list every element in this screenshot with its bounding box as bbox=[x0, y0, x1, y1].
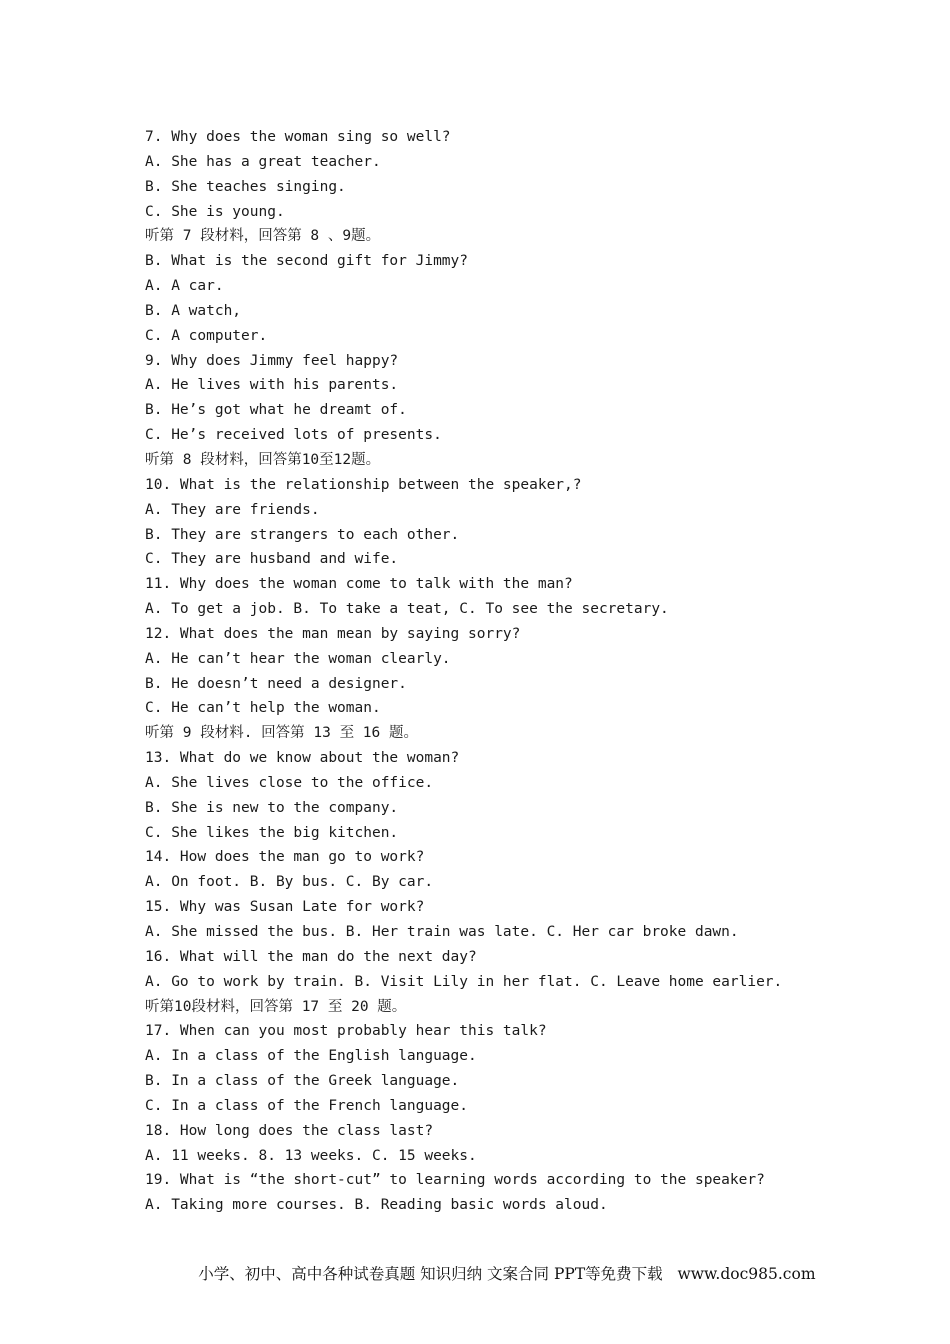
option-12b: B. He doesn’t need a designer. bbox=[145, 675, 407, 692]
exam-text-body bbox=[145, 125, 905, 1218]
option-10b: B. They are strangers to each other. bbox=[145, 526, 460, 543]
option-8a: A. A car. bbox=[145, 278, 224, 295]
options-11: A. To get a job. B. To take a teat, C. To see the secretary. bbox=[145, 601, 669, 618]
options-19: A. Taking more courses. B. Reading basic words aloud. bbox=[145, 1197, 608, 1214]
options-16: A. Go to work by train. B. Visit Lily in her flat. C. Leave home earlier. bbox=[145, 973, 783, 990]
option-7a: A. She has a great teacher. bbox=[145, 153, 381, 170]
question-13: 13. What do we know about the woman? bbox=[145, 750, 460, 767]
question-14: 14. How does the man go to work? bbox=[145, 849, 425, 866]
question-10: 10. What is the relationship between the speaker,? bbox=[145, 476, 582, 493]
option-7c: C. She is young. bbox=[145, 203, 285, 220]
question-17: 17. When can you most probably hear this talk? bbox=[145, 1023, 547, 1040]
option-9c: C. He’s received lots of presents. bbox=[145, 427, 442, 444]
section-heading-9: 听第 9 段材料. 回答第 13 至 16 题。 bbox=[145, 725, 418, 742]
options-15: A. She missed the bus. B. Her train was late. C. Her car broke dawn. bbox=[145, 924, 739, 940]
option-17b: B. In a class of the Greek language. bbox=[145, 1073, 460, 1090]
option-9b: B. He’s got what he dreamt of. bbox=[145, 402, 407, 419]
option-12c: C. He can’t help the woman. bbox=[145, 700, 381, 717]
question-11: 11. Why does the woman come to talk with the man? bbox=[145, 576, 573, 593]
question-15: 15. Why was Susan Late for work? bbox=[145, 899, 425, 916]
question-8: B. What is the second gift for Jimmy? bbox=[145, 253, 469, 270]
option-10a: A. They are friends. bbox=[145, 501, 320, 518]
question-9: 9. Why does Jimmy feel happy? bbox=[145, 352, 399, 369]
footer-text: 小学、初中、高中各种试卷真题 知识归纳 文案合同 PPT等免费下载 www.doc985.com bbox=[198, 1265, 816, 1283]
question-12: 12. What does the man mean by saying sorry? bbox=[145, 625, 521, 642]
section-heading-8: 听第 8 段材料，回答第10至12题。 bbox=[145, 451, 381, 468]
option-7b: B. She teaches singing. bbox=[145, 178, 346, 195]
option-8c: C. A computer. bbox=[145, 327, 268, 344]
option-12a: A. He can’t hear the woman clearly. bbox=[145, 650, 451, 667]
option-13a: A. She lives close to the office. bbox=[145, 774, 434, 791]
question-16: 16. What will the man do the next day? bbox=[145, 948, 477, 965]
option-13c: C. She likes the big kitchen. bbox=[145, 824, 399, 841]
options-18: A. 11 weeks. 8. 13 weeks. C. 15 weeks. bbox=[145, 1147, 477, 1164]
option-10c: C. They are husband and wife. bbox=[145, 551, 399, 568]
section-heading-10: 听第10段材料，回答第 17 至 20 题。 bbox=[145, 998, 407, 1015]
question-18: 18. How long does the class last? bbox=[145, 1122, 434, 1139]
option-13b: B. She is new to the company. bbox=[145, 799, 399, 816]
option-8b: B. A watch, bbox=[145, 302, 242, 319]
page-footer bbox=[0, 1244, 950, 1302]
option-17a: A. In a class of the English language. bbox=[145, 1048, 477, 1065]
option-17c: C. In a class of the French language. bbox=[145, 1097, 469, 1114]
option-9a: A. He lives with his parents. bbox=[145, 377, 399, 394]
options-14: A. On foot. B. By bus. C. By car. bbox=[145, 874, 434, 891]
section-heading-7: 听第 7 段材料，回答第 8 、9题。 bbox=[145, 228, 381, 245]
question-19: 19. What is “the short-cut” to learning words according to the speaker? bbox=[145, 1172, 765, 1189]
question-7: 7. Why does the woman sing so well? bbox=[145, 129, 451, 145]
